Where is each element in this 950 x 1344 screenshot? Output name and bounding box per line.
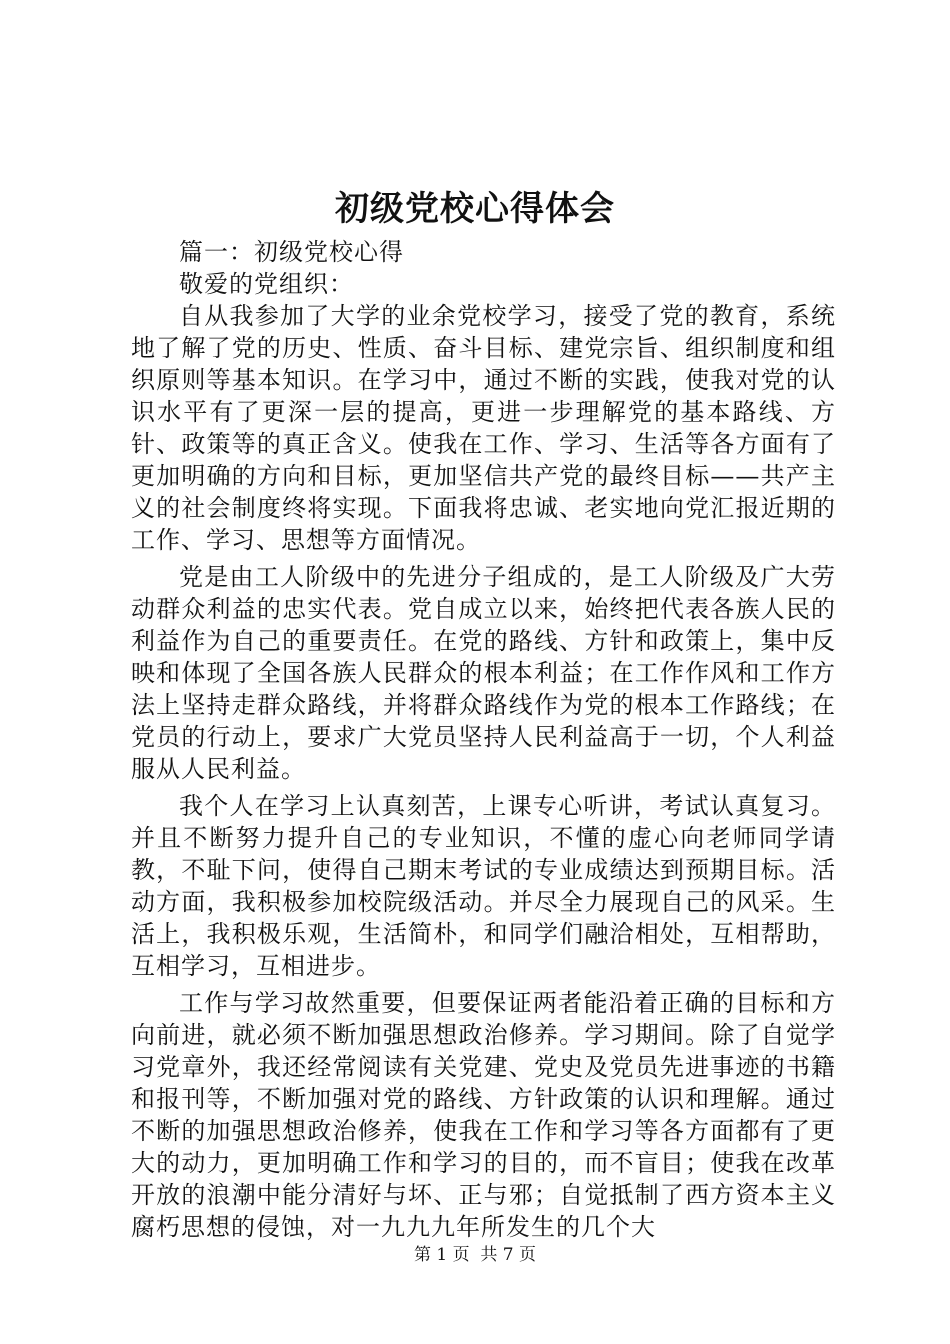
salutation: 敬爱的党组织： — [179, 270, 354, 298]
document-title: 初级党校心得体会 — [335, 189, 615, 229]
document-body — [131, 236, 836, 1243]
body-paragraph: 党是由工人阶级中的先进分子组成的，是工人阶级及广大劳动群众利益的忠实代表。党自成立以来，始终把代表各族人民的利益作为自己的重要责任。在党的路线、方针和政策上，集中反映和体现了全国各族人民群众的根本利益；在工作作风和工作方法上坚持走群众路线，并将群众路线作为党的根本工作路线；在党员的行动上，要求广大党员坚持人民利益高于一切，个人利益服从人民利益。 — [131, 563, 836, 783]
body-paragraph: 我个人在学习上认真刻苦，上课专心听讲，考试认真复习。并且不断努力提升自己的专业知识，不懂的虚心向老师同学请教，不耻下问，使得自己期末考试的专业成绩达到预期目标。活动方面，我积极参加校院级活动。并尽全力展现自己的风采。生活上，我积极乐观，生活简朴，和同学们融洽相处，互相帮助，互相学习，互相进步。 — [131, 792, 836, 980]
section-heading: 篇一：初级党校心得 — [179, 238, 404, 266]
body-paragraph: 自从我参加了大学的业余党校学习，接受了党的教育，系统地了解了党的历史、性质、奋斗目标、建党宗旨、组织制度和组织原则等基本知识。在学习中，通过不断的实践，使我对党的认识水平有了更深一层的提高，更进一步理解党的基本路线、方针、政策等的真正含义。使我在工作、学习、生活等各方面有了更加明确的方向和目标，更加坚信共产党的最终目标——共产主义的社会制度终将实现。下面我将忠诚、老实地向党汇报近期的工作、学习、思想等方面情况。 — [131, 302, 836, 554]
body-paragraph: 工作与学习故然重要，但要保证两者能沿着正确的目标和方向前进，就必须不断加强思想政治修养。学习期间。除了自觉学习党章外，我还经常阅读有关党建、党史及党员先进事迹的书籍和报刊等，不断加强对党的路线、方针政策的认识和理解。通过不断的加强思想政治修养，使我在工作和学习等各方面都有了更大的动力，更加明确工作和学习的目的，而不盲目；使我在改革开放的浪潮中能分清好与坏、正与邪；自觉抵制了西方资本主义腐朽思想的侵蚀，对一九九九年所发生的几个大 — [131, 989, 836, 1241]
page-number: 第 1 页 共 7 页 — [413, 1245, 537, 1265]
page-footer — [0, 1244, 950, 1266]
